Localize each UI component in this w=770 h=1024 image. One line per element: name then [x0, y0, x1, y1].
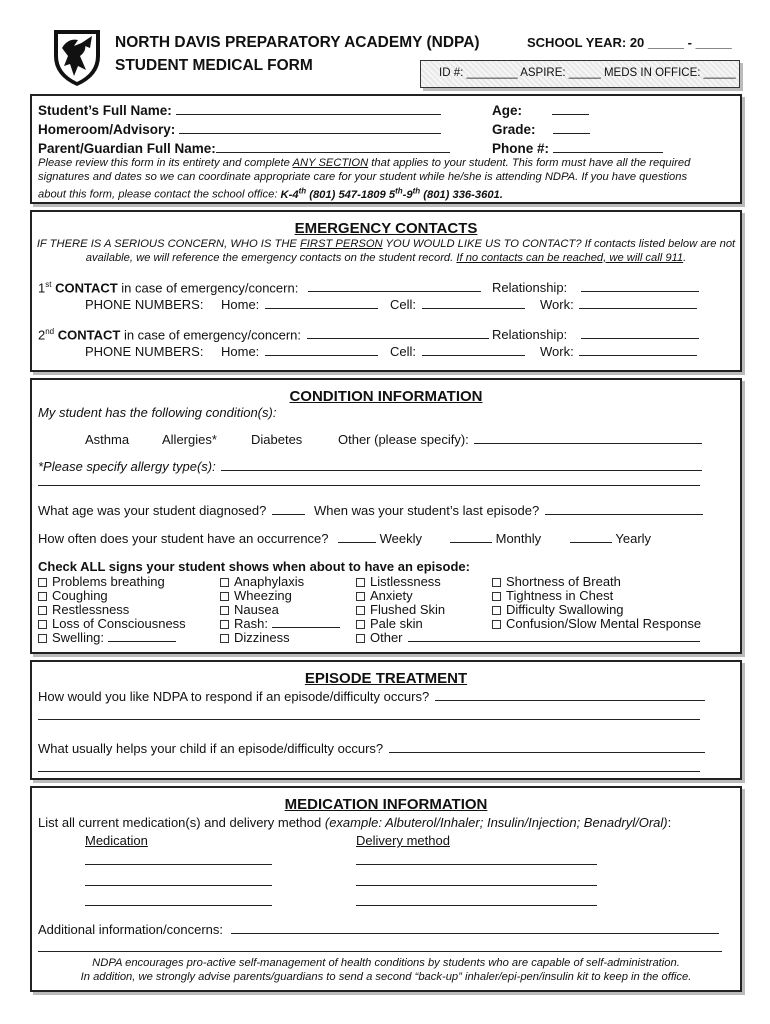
contact-1-work[interactable]: [540, 297, 697, 312]
medication-title: MEDICATION INFORMATION: [284, 796, 488, 813]
sign-listlessness[interactable]: [356, 574, 441, 589]
last-episode-field[interactable]: [314, 503, 703, 518]
signs-title: Check ALL signs your student shows when about to have an episode:: [38, 559, 470, 574]
checkbox[interactable]: [356, 606, 365, 615]
checkbox[interactable]: [220, 578, 229, 587]
additional-info-line-2[interactable]: [38, 951, 722, 952]
student-name-label: Student’s Full Name:: [38, 103, 172, 118]
grade-field[interactable]: [492, 122, 590, 137]
sign-tightness-chest[interactable]: [492, 588, 613, 603]
episode-panel: [30, 660, 742, 780]
contact-2-bold: CONTACT: [54, 327, 121, 343]
sign-other[interactable]: [356, 630, 700, 645]
office-k4-label: K-4: [280, 188, 299, 201]
contact-2-home[interactable]: [221, 344, 378, 359]
contact-2-label: in case of emergency/concern:: [120, 327, 301, 343]
contact-2-cell[interactable]: [390, 344, 525, 359]
checkbox[interactable]: [38, 620, 47, 629]
checkbox[interactable]: [38, 634, 47, 643]
episode-helps-label: What usually helps your child if an episode/difficulty occurs?: [38, 741, 384, 756]
sign-label: Nausea: [234, 602, 279, 617]
occurrence-yearly[interactable]: [570, 531, 651, 546]
school-logo: [50, 26, 104, 88]
sign-coughing[interactable]: [38, 588, 108, 603]
form-title: STUDENT MEDICAL FORM: [115, 57, 313, 74]
sign-label: Other: [370, 630, 403, 645]
checkbox[interactable]: [492, 592, 501, 601]
sign-label: Tightness in Chest: [506, 588, 614, 603]
sign-label: Pale skin: [370, 616, 423, 631]
sign-flushed-skin[interactable]: [356, 602, 445, 617]
emergency-note-first-person: FIRST PERSON: [299, 238, 383, 250]
parent-name-field[interactable]: [38, 141, 450, 156]
yearly-label: Yearly: [615, 531, 652, 546]
sign-label: Loss of Consciousness: [52, 616, 186, 631]
additional-info-label: Additional information/concerns:: [38, 922, 223, 937]
medication-footer: [30, 956, 742, 984]
contact-1-home[interactable]: [221, 297, 378, 312]
work-label: Work:: [540, 297, 574, 312]
checkbox[interactable]: [492, 620, 501, 629]
footer-line-2: In addition, we strongly advise parents/guardians to send a second “back-up” inhaler/epi-pen/insulin kit to keep in the office.: [80, 971, 692, 983]
sign-problems-breathing[interactable]: [38, 574, 165, 589]
episode-response-field[interactable]: [38, 689, 705, 704]
footer-line-1: NDPA encourages pro-active self-management of health conditions by students who are capable of self-administration.: [92, 957, 680, 969]
sign-label: Shortness of Breath: [506, 574, 621, 589]
form-instructions: [38, 157, 690, 203]
sign-label: Anxiety: [370, 588, 413, 603]
sign-label: Coughing: [52, 588, 108, 603]
episode-title: EPISODE TREATMENT: [304, 670, 468, 687]
office-59-sup-1: th: [395, 186, 403, 196]
occurrence-weekly[interactable]: [338, 531, 422, 546]
sign-anaphylaxis[interactable]: [220, 574, 304, 589]
checkbox[interactable]: [220, 634, 229, 643]
delivery-row-3[interactable]: [356, 905, 597, 906]
sign-confusion[interactable]: [492, 616, 701, 631]
office-k4-phone: (801) 547-1809 5: [306, 188, 396, 201]
instructions-line-3: about this form, please contact the school office:: [38, 188, 281, 201]
weekly-label: Weekly: [379, 531, 423, 546]
school-year-field[interactable]: SCHOOL YEAR: 20 _____ - _____: [527, 35, 732, 50]
sign-swelling[interactable]: [38, 630, 176, 645]
parent-name-label: Parent/Guardian Full Name:: [38, 141, 216, 156]
episode-helps-line-2[interactable]: [38, 771, 700, 772]
delivery-column-header: Delivery method: [356, 833, 450, 848]
cell-label: Cell:: [390, 344, 417, 359]
sign-anxiety[interactable]: [356, 588, 413, 603]
diagnosed-age-label: What age was your student diagnosed?: [38, 503, 267, 518]
condition-intro: My student has the following condition(s):: [38, 405, 277, 420]
checkbox[interactable]: [220, 606, 229, 615]
checkbox[interactable]: [492, 606, 501, 615]
instructions-line-1b: that applies to your student. This form must have all the required: [368, 157, 691, 169]
contact-1-relationship[interactable]: [492, 280, 699, 295]
sign-label: Listlessness: [370, 574, 441, 589]
office-use-fields: ID #: ________ ASPIRE: _____ MEDS IN OFFICE: _____: [439, 67, 736, 79]
sign-pale-skin[interactable]: [356, 616, 423, 631]
allergy-type-label: *Please specify allergy type(s):: [38, 459, 216, 474]
age-label: Age:: [492, 103, 522, 118]
diagnosed-age-field[interactable]: [38, 503, 305, 518]
work-label: Work:: [540, 344, 574, 359]
contact-1-sup: st: [45, 280, 52, 289]
contact-1-cell[interactable]: [390, 297, 525, 312]
medication-row-2[interactable]: [85, 885, 272, 886]
checkbox[interactable]: [356, 620, 365, 629]
medication-example: (example: Albuterol/Inhaler; Insulin/Injection; Benadryl/Oral): [324, 815, 668, 830]
episode-response-line-2[interactable]: [38, 719, 700, 720]
checkbox[interactable]: [356, 592, 365, 601]
sign-nausea[interactable]: [220, 602, 279, 617]
sign-label: Swelling:: [52, 630, 105, 645]
sign-label: Confusion/Slow Mental Response: [506, 616, 702, 631]
office-59-sup-2: th: [412, 186, 421, 196]
student-name-field[interactable]: [38, 103, 441, 118]
episode-helps-field[interactable]: [38, 741, 705, 756]
condition-diabetes[interactable]: Diabetes: [251, 432, 303, 447]
contact-2-phone-label: PHONE NUMBERS:: [85, 344, 204, 359]
occurrence-label: How often does your student have an occurrence?: [38, 531, 329, 546]
condition-asthma[interactable]: Asthma: [85, 432, 130, 447]
checkbox[interactable]: [38, 578, 47, 587]
medication-row-3[interactable]: [85, 905, 272, 906]
delivery-row-1[interactable]: [356, 864, 597, 865]
sign-label: Dizziness: [234, 630, 290, 645]
school-name: NORTH DAVIS PREPARATORY ACADEMY (NDPA): [115, 34, 480, 51]
condition-other-label: Other (please specify):: [338, 432, 469, 447]
sign-label: Anaphylaxis: [234, 574, 305, 589]
contact-1-number: 1: [38, 280, 46, 296]
sign-difficulty-swallowing[interactable]: [492, 602, 624, 617]
emergency-note-2a: available, we will reference the emergency contacts on the student record.: [85, 251, 457, 264]
emergency-note: [30, 238, 742, 265]
cell-label: Cell:: [390, 297, 417, 312]
sign-restlessness[interactable]: [38, 602, 129, 617]
contact-2-number: 2: [38, 327, 46, 343]
contact-1-field[interactable]: [38, 280, 481, 295]
contact-2-relationship[interactable]: [492, 327, 699, 342]
office-59-dash: -9: [402, 188, 413, 201]
checkbox[interactable]: [38, 592, 47, 601]
occurrence-monthly[interactable]: [450, 531, 541, 546]
contact-2-sup: nd: [45, 327, 55, 336]
contact-2-work[interactable]: [540, 344, 697, 359]
contact-2-field[interactable]: [38, 327, 489, 342]
sign-label: Wheezing: [234, 588, 292, 603]
contact-1-label: in case of emergency/concern:: [117, 280, 299, 296]
emergency-note-911: If no contacts can be reached, we will call 911: [456, 251, 684, 264]
condition-title: CONDITION INFORMATION: [289, 388, 483, 405]
office-k4-sup: th: [298, 186, 307, 196]
medication-intro: [38, 815, 671, 830]
checkbox[interactable]: [492, 578, 501, 587]
home-label: Home:: [221, 297, 260, 312]
grade-label: Grade:: [492, 122, 536, 137]
sign-label: Restlessness: [52, 602, 130, 617]
sign-rash[interactable]: [220, 616, 340, 631]
medication-intro-text: List all current medication(s) and delivery method: [38, 815, 325, 830]
homeroom-label: Homeroom/Advisory:: [38, 122, 176, 137]
instructions-line-1a: Please review this form in its entirety and complete: [38, 157, 293, 169]
office-use-box: [420, 60, 740, 88]
condition-allergies[interactable]: Allergies*: [162, 432, 217, 447]
emergency-note-1a: IF THERE IS A SERIOUS CONCERN, WHO IS THE: [36, 238, 300, 250]
episode-response-label: How would you like NDPA to respond if an episode/difficulty occurs?: [38, 689, 430, 704]
age-field[interactable]: [492, 103, 589, 118]
condition-other[interactable]: [338, 432, 702, 447]
relationship-label: Relationship:: [492, 327, 568, 342]
medication-intro-colon: :: [667, 815, 672, 830]
checkbox[interactable]: [356, 578, 365, 587]
checkbox[interactable]: [220, 620, 229, 629]
additional-info-field[interactable]: [38, 922, 719, 937]
sign-loss-consciousness[interactable]: [38, 616, 186, 631]
homeroom-field[interactable]: [38, 122, 441, 137]
delivery-row-2[interactable]: [356, 885, 597, 886]
last-episode-label: When was your student’s last episode?: [314, 503, 540, 518]
sign-label: Rash:: [234, 616, 268, 631]
checkbox[interactable]: [220, 592, 229, 601]
phone-label: Phone #:: [492, 141, 550, 156]
sign-wheezing[interactable]: [220, 588, 292, 603]
sign-label: Flushed Skin: [370, 602, 446, 617]
sign-dizziness[interactable]: [220, 630, 290, 645]
contact-1-bold: CONTACT: [51, 280, 118, 296]
checkbox[interactable]: [38, 606, 47, 615]
instructions-emphasis: ANY SECTION: [292, 157, 369, 169]
instructions-line-2: signatures and dates so we can coordinate appropriate care for your student while he/she is attending NDPA. If you have questions: [38, 170, 688, 183]
sign-label: Difficulty Swallowing: [506, 602, 624, 617]
contact-1-phone-label: PHONE NUMBERS:: [85, 297, 204, 312]
phone-field[interactable]: [492, 141, 663, 156]
emergency-title: EMERGENCY CONTACTS: [294, 220, 478, 237]
relationship-label: Relationship:: [492, 280, 568, 295]
allergy-type-line-2[interactable]: [38, 485, 700, 486]
office-59-phone: (801) 336-3601.: [420, 188, 503, 201]
home-label: Home:: [221, 344, 260, 359]
allergy-type-field[interactable]: [38, 459, 702, 474]
griffin-shield-icon: [50, 26, 104, 88]
emergency-note-2b: .: [683, 251, 687, 264]
medication-column-header: Medication: [85, 833, 148, 848]
emergency-note-1b: YOU WOULD LIKE US TO CONTACT? If contacts listed below are not: [382, 238, 736, 250]
medication-row-1[interactable]: [85, 864, 272, 865]
sign-shortness-breath[interactable]: [492, 574, 621, 589]
monthly-label: Monthly: [495, 531, 542, 546]
checkbox[interactable]: [356, 634, 365, 643]
sign-label: Problems breathing: [52, 574, 165, 589]
